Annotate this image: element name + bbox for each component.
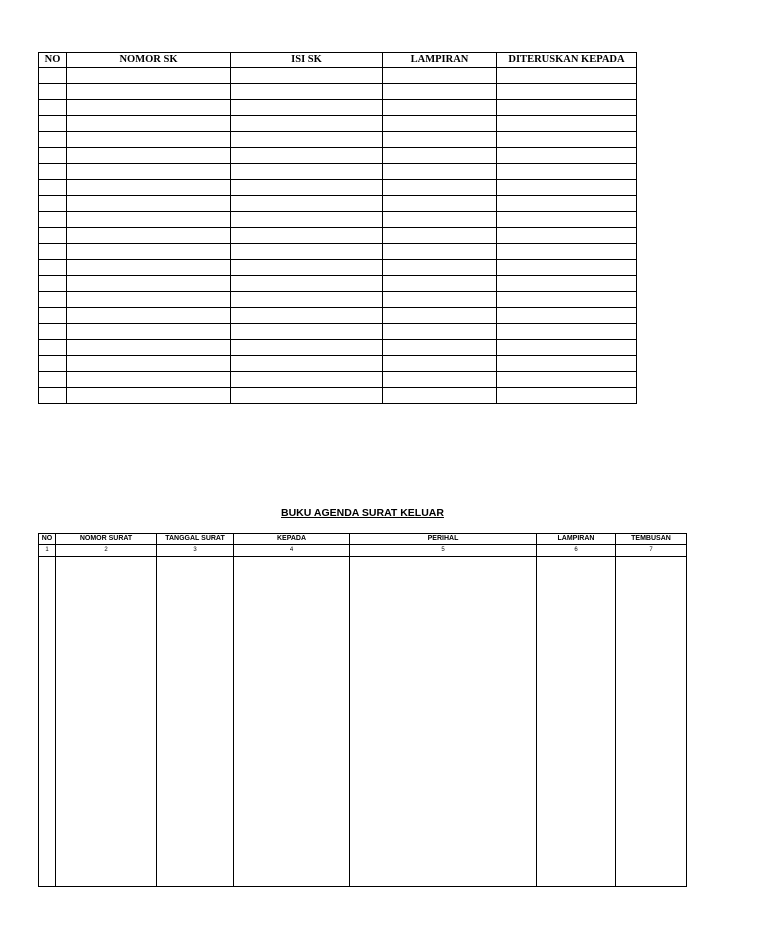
cell-isi-sk[interactable] xyxy=(231,260,383,276)
cell-isi-sk[interactable] xyxy=(231,356,383,372)
cell-diteruskan-kepada[interactable] xyxy=(497,324,637,340)
cell-nomor-sk[interactable] xyxy=(67,132,231,148)
cell-isi-sk[interactable] xyxy=(231,388,383,404)
cell-lampiran[interactable] xyxy=(383,196,497,212)
column-number: 3 xyxy=(157,545,234,557)
cell-nomor-sk[interactable] xyxy=(67,292,231,308)
cell-diteruskan-kepada[interactable] xyxy=(497,132,637,148)
cell-diteruskan-kepada[interactable] xyxy=(497,68,637,84)
agenda-header-tembusan: TEMBUSAN xyxy=(616,534,687,545)
cell-no[interactable] xyxy=(39,116,67,132)
cell-nomor-sk[interactable] xyxy=(67,388,231,404)
cell-lampiran[interactable] xyxy=(383,164,497,180)
cell-isi-sk[interactable] xyxy=(231,148,383,164)
agenda-header-nomor-surat: NOMOR SURAT xyxy=(56,534,157,545)
cell-isi-sk[interactable] xyxy=(231,100,383,116)
cell-isi-sk[interactable] xyxy=(231,180,383,196)
cell-lampiran[interactable] xyxy=(383,68,497,84)
cell-nomor-sk[interactable] xyxy=(67,164,231,180)
cell-nomor-sk[interactable] xyxy=(67,260,231,276)
cell-isi-sk[interactable] xyxy=(231,132,383,148)
cell-diteruskan-kepada[interactable] xyxy=(497,196,637,212)
cell-no[interactable] xyxy=(39,228,67,244)
table-row xyxy=(39,356,637,372)
agenda-header-lampiran: LAMPIRAN xyxy=(537,534,616,545)
cell-lampiran[interactable] xyxy=(383,180,497,196)
cell-nomor-sk[interactable] xyxy=(67,212,231,228)
sk-table-body xyxy=(39,68,637,404)
cell-no[interactable] xyxy=(39,356,67,372)
agenda-header-no: NO xyxy=(39,534,56,545)
header-no: NO xyxy=(39,53,67,68)
cell-diteruskan-kepada[interactable] xyxy=(497,260,637,276)
cell-isi-sk[interactable] xyxy=(231,340,383,356)
cell-lampiran[interactable] xyxy=(383,260,497,276)
table-row xyxy=(39,148,637,164)
cell-nomor-sk[interactable] xyxy=(67,196,231,212)
cell-isi-sk[interactable] xyxy=(231,164,383,180)
cell-diteruskan-kepada[interactable] xyxy=(497,212,637,228)
header-lampiran: LAMPIRAN xyxy=(383,53,497,68)
column-number: 1 xyxy=(39,545,56,557)
cell-isi-sk[interactable] xyxy=(231,84,383,100)
agenda-cell-perihal[interactable] xyxy=(350,557,537,887)
table-row xyxy=(39,164,637,180)
cell-lampiran[interactable] xyxy=(383,100,497,116)
table-row xyxy=(39,212,637,228)
cell-lampiran[interactable] xyxy=(383,132,497,148)
cell-no[interactable] xyxy=(39,372,67,388)
cell-nomor-sk[interactable] xyxy=(67,84,231,100)
table-row xyxy=(39,196,637,212)
agenda-title: BUKU AGENDA SURAT KELUAR xyxy=(281,507,444,519)
cell-nomor-sk[interactable] xyxy=(67,356,231,372)
cell-nomor-sk[interactable] xyxy=(67,372,231,388)
cell-no[interactable] xyxy=(39,292,67,308)
agenda-number-row xyxy=(39,545,687,557)
table-row xyxy=(39,228,637,244)
table-row xyxy=(39,260,637,276)
cell-lampiran[interactable] xyxy=(383,148,497,164)
cell-lampiran[interactable] xyxy=(383,340,497,356)
cell-nomor-sk[interactable] xyxy=(67,100,231,116)
cell-nomor-sk[interactable] xyxy=(67,116,231,132)
cell-nomor-sk[interactable] xyxy=(67,324,231,340)
cell-no[interactable] xyxy=(39,388,67,404)
cell-diteruskan-kepada[interactable] xyxy=(497,292,637,308)
agenda-cell-tembusan[interactable] xyxy=(616,557,687,887)
agenda-header-row xyxy=(39,534,687,545)
table-row xyxy=(39,388,637,404)
table-row xyxy=(39,324,637,340)
cell-isi-sk[interactable] xyxy=(231,244,383,260)
cell-diteruskan-kepada[interactable] xyxy=(497,372,637,388)
cell-no[interactable] xyxy=(39,308,67,324)
column-number: 2 xyxy=(56,545,157,557)
cell-no[interactable] xyxy=(39,180,67,196)
table-row xyxy=(39,308,637,324)
cell-diteruskan-kepada[interactable] xyxy=(497,356,637,372)
cell-nomor-sk[interactable] xyxy=(67,180,231,196)
cell-diteruskan-kepada[interactable] xyxy=(497,276,637,292)
cell-diteruskan-kepada[interactable] xyxy=(497,308,637,324)
cell-isi-sk[interactable] xyxy=(231,196,383,212)
cell-isi-sk[interactable] xyxy=(231,68,383,84)
cell-no[interactable] xyxy=(39,324,67,340)
cell-no[interactable] xyxy=(39,148,67,164)
sk-header-row xyxy=(39,53,637,68)
cell-no[interactable] xyxy=(39,244,67,260)
agenda-cell-lampiran[interactable] xyxy=(537,557,616,887)
table-row xyxy=(39,372,637,388)
column-number: 5 xyxy=(350,545,537,557)
cell-lampiran[interactable] xyxy=(383,244,497,260)
cell-isi-sk[interactable] xyxy=(231,292,383,308)
table-row xyxy=(39,340,637,356)
agenda-cell-tanggal-surat[interactable] xyxy=(157,557,234,887)
cell-no[interactable] xyxy=(39,340,67,356)
cell-diteruskan-kepada[interactable] xyxy=(497,84,637,100)
cell-diteruskan-kepada[interactable] xyxy=(497,100,637,116)
table-row xyxy=(39,180,637,196)
cell-nomor-sk[interactable] xyxy=(67,340,231,356)
table-row xyxy=(39,132,637,148)
agenda-header-tanggal-surat: TANGGAL SURAT xyxy=(157,534,234,545)
cell-nomor-sk[interactable] xyxy=(67,228,231,244)
cell-no[interactable] xyxy=(39,84,67,100)
cell-isi-sk[interactable] xyxy=(231,228,383,244)
agenda-header-kepada: KEPADA xyxy=(234,534,350,545)
cell-lampiran[interactable] xyxy=(383,276,497,292)
table-row xyxy=(39,292,637,308)
cell-lampiran[interactable] xyxy=(383,84,497,100)
cell-diteruskan-kepada[interactable] xyxy=(497,164,637,180)
cell-no[interactable] xyxy=(39,132,67,148)
cell-no[interactable] xyxy=(39,100,67,116)
agenda-entry-area xyxy=(39,557,687,887)
cell-nomor-sk[interactable] xyxy=(67,148,231,164)
cell-no[interactable] xyxy=(39,196,67,212)
cell-lampiran[interactable] xyxy=(383,372,497,388)
agenda-cell-no[interactable] xyxy=(39,557,56,887)
cell-lampiran[interactable] xyxy=(383,212,497,228)
cell-lampiran[interactable] xyxy=(383,324,497,340)
agenda-table xyxy=(38,533,687,887)
table-row xyxy=(39,116,637,132)
cell-diteruskan-kepada[interactable] xyxy=(497,244,637,260)
cell-nomor-sk[interactable] xyxy=(67,68,231,84)
column-number: 6 xyxy=(537,545,616,557)
sk-register-table xyxy=(38,52,637,404)
cell-isi-sk[interactable] xyxy=(231,324,383,340)
cell-isi-sk[interactable] xyxy=(231,212,383,228)
cell-lampiran[interactable] xyxy=(383,228,497,244)
header-isi-sk: ISI SK xyxy=(231,53,383,68)
cell-diteruskan-kepada[interactable] xyxy=(497,388,637,404)
table-row xyxy=(39,244,637,260)
cell-no[interactable] xyxy=(39,164,67,180)
table-row xyxy=(39,100,637,116)
header-diteruskan-kepada: DITERUSKAN KEPADA xyxy=(497,53,637,68)
cell-diteruskan-kepada[interactable] xyxy=(497,180,637,196)
column-number: 4 xyxy=(234,545,350,557)
cell-isi-sk[interactable] xyxy=(231,116,383,132)
agenda-cell-kepada[interactable] xyxy=(234,557,350,887)
table-row xyxy=(39,68,637,84)
cell-diteruskan-kepada[interactable] xyxy=(497,340,637,356)
column-number: 7 xyxy=(616,545,687,557)
cell-no[interactable] xyxy=(39,260,67,276)
agenda-cell-nomor-surat[interactable] xyxy=(56,557,157,887)
table-row xyxy=(39,84,637,100)
agenda-header-perihal: PERIHAL xyxy=(350,534,537,545)
cell-no[interactable] xyxy=(39,212,67,228)
table-row xyxy=(39,276,637,292)
cell-no[interactable] xyxy=(39,68,67,84)
cell-isi-sk[interactable] xyxy=(231,276,383,292)
cell-isi-sk[interactable] xyxy=(231,372,383,388)
cell-nomor-sk[interactable] xyxy=(67,308,231,324)
cell-lampiran[interactable] xyxy=(383,388,497,404)
cell-nomor-sk[interactable] xyxy=(67,244,231,260)
cell-diteruskan-kepada[interactable] xyxy=(497,148,637,164)
cell-lampiran[interactable] xyxy=(383,308,497,324)
cell-diteruskan-kepada[interactable] xyxy=(497,116,637,132)
cell-lampiran[interactable] xyxy=(383,356,497,372)
cell-nomor-sk[interactable] xyxy=(67,276,231,292)
cell-lampiran[interactable] xyxy=(383,116,497,132)
cell-diteruskan-kepada[interactable] xyxy=(497,228,637,244)
cell-no[interactable] xyxy=(39,276,67,292)
header-nomor-sk: NOMOR SK xyxy=(67,53,231,68)
cell-lampiran[interactable] xyxy=(383,292,497,308)
cell-isi-sk[interactable] xyxy=(231,308,383,324)
